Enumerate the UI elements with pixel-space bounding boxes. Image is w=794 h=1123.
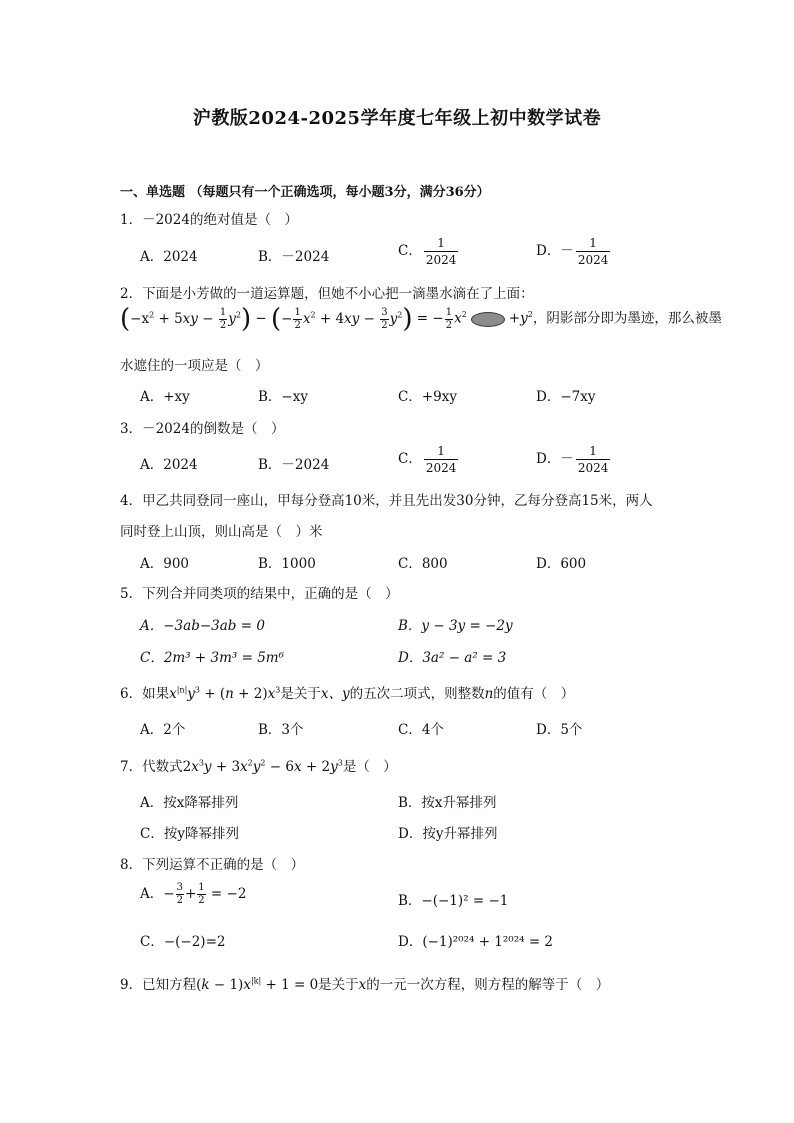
q4-option-c: C．800 bbox=[398, 556, 448, 572]
ink-blot bbox=[471, 312, 505, 327]
question-4: 4．甲乙共同登同一座山，甲每分登高10米，并且先出发30分钟，乙每分登高15米，两人 bbox=[120, 493, 653, 509]
q3-option-d: D．－ $\frac{1}{2024}$ bbox=[536, 444, 609, 475]
q7-option-a: A．按x降幂排列 bbox=[140, 795, 239, 811]
q8-option-b: B．−(−1)² = −1 bbox=[398, 893, 509, 909]
question-9: 9．已知方程$(k - 1)x^{|k|} + 1 = 0$是关于x的一元一次方程，则方程的解等于（ ） bbox=[120, 976, 610, 993]
q8-option-c: C．−(−2)=2 bbox=[140, 934, 226, 950]
q3-option-c: C． $\frac{1}{2024}$ bbox=[398, 444, 457, 475]
q1-option-c: C． $\frac{1}{2024}$ bbox=[398, 236, 457, 267]
question-3: 3．－2024的倒数是（ ） bbox=[120, 421, 285, 437]
question-2-line-2: 水遮住的一项应是（ ） bbox=[120, 358, 269, 374]
q2-option-c: C．+9xy bbox=[398, 389, 457, 405]
q2-option-d: D．−7xy bbox=[536, 389, 596, 405]
q3-option-b: B．－2024 bbox=[258, 457, 330, 473]
q6-option-c: C．4个 bbox=[398, 722, 444, 738]
q5-option-c: C．2m³ + 3m³ = 5m⁶ bbox=[140, 650, 285, 666]
q7-option-b: B．按x升幂排列 bbox=[398, 795, 497, 811]
q8-option-d: D．(−1)²⁰²⁴ + 1²⁰²⁴ = 2 bbox=[398, 934, 554, 950]
question-7: 7．代数式$2x^3y + 3x^2y^2 - 6x + 2y^3$是（ ） bbox=[120, 758, 397, 775]
q6-option-b: B．3个 bbox=[258, 722, 304, 738]
question-5: 5．下列合并同类项的结果中，正确的是（ ） bbox=[120, 586, 399, 602]
q2-option-a: A．+xy bbox=[140, 389, 190, 405]
q1-option-a: A．2024 bbox=[140, 249, 198, 265]
q7-option-c: C．按y降幂排列 bbox=[140, 826, 239, 842]
q3-option-a: A．2024 bbox=[140, 457, 198, 473]
question-6: 6．如果$x^{|n|}y^3 + (n + 2)x^3$是关于x、y的五次二项式，则整数n的值有（ ） bbox=[120, 685, 575, 702]
q2-option-b: B．−xy bbox=[258, 389, 308, 405]
q5-option-a: A．−3ab−3ab = 0 bbox=[140, 618, 265, 634]
q4-option-b: B．1000 bbox=[258, 556, 316, 572]
q2-equation: ($-x^2 + 5xy$ − $\frac{1}{2}$ $y^2$) − (− $\frac{1}{2}$ $x^2 + 4xy$ − $\frac{3}{2}$ $y^2$) = − $\frac{1}{2}$ $x^2 +y^2$，阴影部分即为墨迹，那么被墨 bbox=[120, 304, 722, 334]
question-1: 1．－2024的绝对值是（ ） bbox=[120, 212, 298, 228]
page-title: 沪教版2024-2025学年度七年级上初中数学试卷 bbox=[192, 108, 602, 129]
q8-option-a: A．− $\frac{3}{2}$ + $\frac{1}{2}$ = −2 bbox=[140, 882, 247, 906]
q7-option-d: D．按y升幂排列 bbox=[398, 826, 498, 842]
question-8: 8．下列运算不正确的是（ ） bbox=[120, 857, 305, 873]
q4-option-a: A．900 bbox=[140, 556, 190, 572]
q4-option-d: D．600 bbox=[536, 556, 587, 572]
question-4-line-2: 同时登上山顶，则山高是（ ）米 bbox=[120, 524, 323, 540]
q5-option-d: D．3a² − a² = 3 bbox=[398, 650, 507, 666]
q6-option-d: D．5个 bbox=[536, 722, 583, 738]
question-2: 2．下面是小芳做的一道运算题，但她不小心把一滴墨水滴在了上面： bbox=[120, 286, 534, 302]
q6-option-a: A．2个 bbox=[140, 722, 186, 738]
q1-option-d: D．－ $\frac{1}{2024}$ bbox=[536, 236, 609, 267]
section-heading: 一、单选题 （每题只有一个正确选项，每小题3分，满分36分） bbox=[120, 185, 490, 200]
q5-option-b: B．y − 3y = −2y bbox=[398, 618, 513, 634]
q1-option-b: B．－2024 bbox=[258, 249, 330, 265]
